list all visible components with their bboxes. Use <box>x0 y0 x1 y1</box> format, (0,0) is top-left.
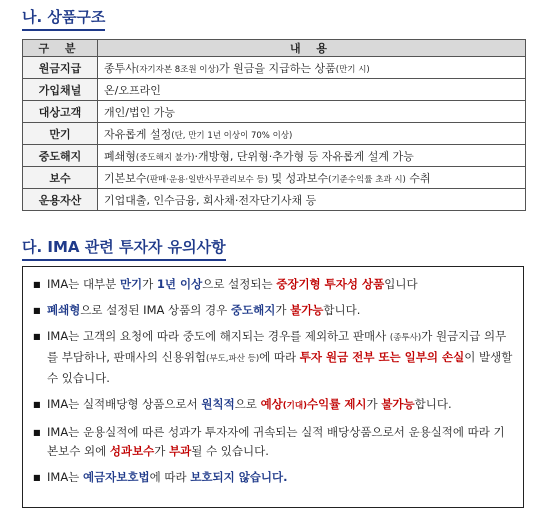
note-text: 가 <box>275 303 291 317</box>
note-text: IMA는 <box>47 470 83 484</box>
note-warning: 성과보수 <box>109 444 155 458</box>
row-text: 가 원금을 지급하는 상품 <box>219 61 336 75</box>
row-label: 대상고객 <box>23 101 98 123</box>
header-content: 내 용 <box>98 40 526 57</box>
row-label: 운용자산 <box>23 189 98 211</box>
row-value <box>98 167 526 189</box>
row-note: (중도해지 불가) <box>135 152 195 163</box>
note-text: 가 <box>366 397 382 411</box>
list-item <box>33 301 513 320</box>
row-label: 만기 <box>23 123 98 145</box>
note-text: 입니다 <box>384 277 418 291</box>
note-emphasis: 1년 이상 <box>156 277 203 291</box>
row-value: 온/오프라인 <box>98 79 526 101</box>
note-warning: 투자 원금 전부 또는 일부의 손실 <box>299 350 465 364</box>
row-note: (자기자본 8조원 이상) <box>135 64 220 75</box>
list-item <box>33 327 513 388</box>
note-text: 이 발생할 수 있습니다. <box>47 350 513 385</box>
table-row <box>23 101 526 123</box>
table-header-row <box>23 40 526 57</box>
list-item <box>33 468 513 487</box>
note-text: 가 원금지급 의무를 부담하나, 판매사의 신용위험 <box>47 329 507 364</box>
table-row <box>23 57 526 79</box>
row-label: 가입채널 <box>23 79 98 101</box>
investor-notes-box <box>22 266 524 508</box>
table-row <box>23 189 526 211</box>
note-warning: 중장기형 투자성 상품 <box>276 277 385 291</box>
note-emphasis: 보호되지 않습니다. <box>190 470 288 484</box>
table-row <box>23 145 526 167</box>
header-category: 구 분 <box>23 40 98 57</box>
row-text: ·개방형, 단위형·추가형 등 자유롭게 설계 가능 <box>194 149 414 163</box>
row-value: 기업대출, 인수금융, 회사채·전자단기사채 등 <box>98 189 526 211</box>
note-text: 에 따라 <box>259 350 300 364</box>
row-text: 수취 <box>405 171 431 185</box>
product-structure-table <box>22 39 526 211</box>
table-row <box>23 167 526 189</box>
row-label: 보수 <box>23 167 98 189</box>
note-warning: 불가능 <box>290 303 324 317</box>
note-text: IMA는 고객의 요청에 따라 중도에 해지되는 경우를 제외하고 판매사 <box>47 329 390 343</box>
note-text: 으로 설정된 IMA 상품의 경우 <box>80 303 231 317</box>
note-small: (종투사) <box>389 333 422 343</box>
row-note: (기준수익률 초과 시) <box>328 174 406 185</box>
note-emphasis: 폐쇄형 <box>47 303 81 317</box>
row-label: 원금지급 <box>23 57 98 79</box>
row-value <box>98 123 526 145</box>
note-text: 에 따라 <box>149 470 191 484</box>
note-text: IMA는 실적배당형 상품으로서 <box>47 397 202 411</box>
row-text: 종투사 <box>104 61 136 75</box>
row-label: 중도해지 <box>23 145 98 167</box>
note-warning: 수익률 제시 <box>306 397 367 411</box>
notes-list <box>23 267 523 487</box>
note-warning: 예상 <box>260 397 283 411</box>
note-text: IMA는 운용실적에 따른 성과가 투자자에 귀속되는 실적 배당상품으로서 운용실적에 따라 기본보수 외에 <box>47 425 505 458</box>
row-note: (판매·운용·일반사무관리보수 등) <box>146 174 268 185</box>
section-title-product-structure: 나. 상품구조 <box>22 6 105 31</box>
note-emphasis: 원칙적 <box>201 397 235 411</box>
row-value <box>98 145 526 167</box>
row-note: (단, 만기 1년 이상이 70% 이상) <box>171 130 293 141</box>
section-title-investor-notes: 다. IMA 관련 투자자 유의사항 <box>22 236 226 261</box>
note-text: IMA는 대부분 <box>47 277 120 291</box>
table-row <box>23 123 526 145</box>
note-emphasis: 중도해지 <box>230 303 276 317</box>
note-text: 합니다. <box>414 397 452 411</box>
row-text: 폐쇄형 <box>104 149 136 163</box>
note-emphasis: 만기 <box>119 277 143 291</box>
note-text: 으로 설정되는 <box>202 277 277 291</box>
row-text: 기본보수 <box>104 171 147 185</box>
note-text: 가 <box>154 444 170 458</box>
note-text: 합니다. <box>323 303 361 317</box>
note-small: (기대) <box>282 401 307 411</box>
row-text: 자유롭게 설정 <box>104 127 172 141</box>
note-text: 될 수 있습니다. <box>191 444 269 458</box>
list-item <box>33 395 513 416</box>
note-warning: 불가능 <box>381 397 415 411</box>
note-small: (부도,파산 등) <box>206 354 260 364</box>
list-item <box>33 275 513 294</box>
row-value <box>98 57 526 79</box>
row-note: (만기 시) <box>335 64 370 75</box>
note-warning: 부과 <box>169 444 192 458</box>
note-text: 으로 <box>234 397 261 411</box>
table-row <box>23 79 526 101</box>
row-value: 개인/법인 가능 <box>98 101 526 123</box>
note-text: 가 <box>142 277 157 291</box>
list-item <box>33 423 513 461</box>
row-text: 및 성과보수 <box>268 171 329 185</box>
note-emphasis: 예금자보호법 <box>82 470 150 484</box>
